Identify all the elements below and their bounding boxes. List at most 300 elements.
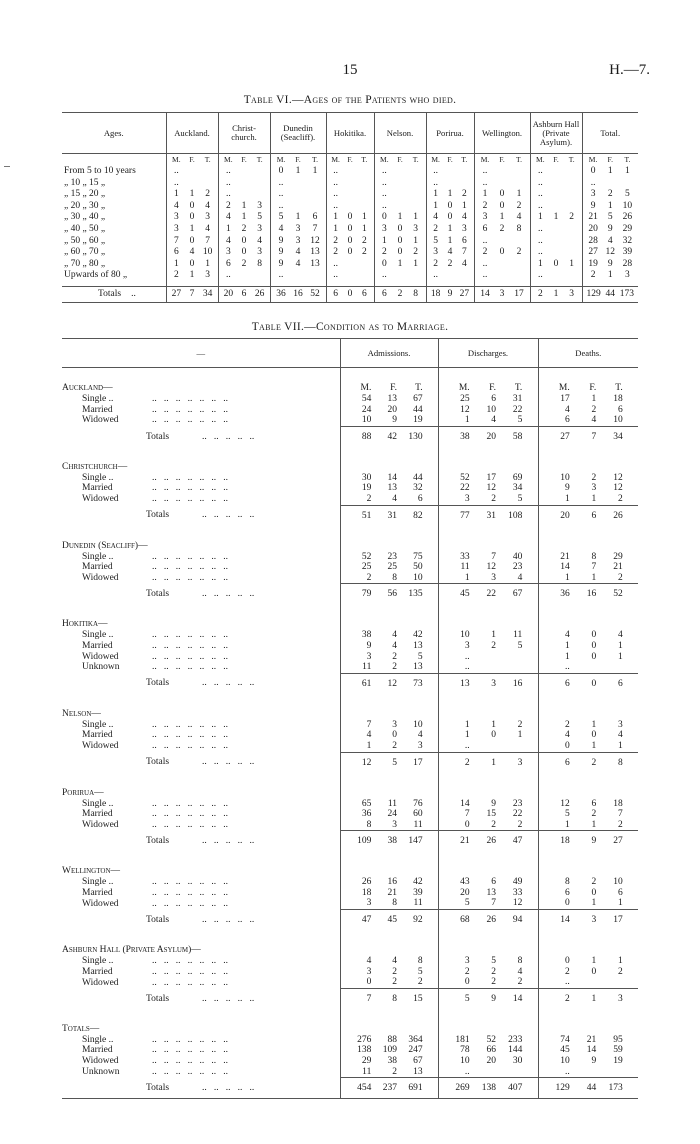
value-triple [375, 247, 426, 259]
value-triple [531, 189, 582, 201]
value: 9 [491, 993, 496, 1004]
column-header: Hokitika. [326, 113, 374, 154]
value: 1 [464, 415, 470, 426]
leader-dots: .. .. .. .. .. .. .. [152, 404, 228, 415]
value: .. [381, 270, 387, 281]
value: 2 [517, 719, 523, 730]
value: 2 [413, 247, 419, 258]
value-triple [539, 473, 639, 484]
value: 21 [460, 836, 470, 847]
value: .. [537, 247, 543, 258]
value: 8 [257, 258, 263, 269]
value-triple [539, 662, 639, 673]
data-cell [538, 394, 638, 405]
value: 1 [464, 730, 470, 741]
row-label [62, 898, 340, 909]
row-label [62, 809, 340, 820]
value-triple [375, 287, 426, 302]
category-label: Married [82, 640, 113, 651]
data-cell [340, 1056, 438, 1067]
value: 1 [447, 189, 453, 200]
value: T. [256, 155, 263, 164]
value [566, 166, 577, 178]
value: .. [278, 189, 284, 200]
value: 0 [347, 288, 353, 299]
total-cell [538, 584, 638, 605]
value: 173 [608, 1083, 623, 1094]
value-triple [539, 630, 639, 641]
leader-dots: .. .. .. .. .. .. .. [152, 977, 228, 988]
data-cell [438, 573, 538, 584]
value-triple [439, 427, 538, 447]
value [480, 741, 496, 752]
value-triple [167, 236, 218, 248]
value: 9 [607, 223, 613, 234]
data-cell [438, 415, 538, 426]
value-triple [341, 877, 438, 888]
value [344, 178, 355, 190]
value: 9 [591, 1056, 597, 1067]
value: 36 [276, 288, 286, 299]
value: F. [607, 155, 613, 164]
data-cell [218, 201, 270, 213]
column-header: Auckland. [166, 113, 218, 154]
value-triple [375, 236, 426, 248]
value: 4 [392, 640, 397, 651]
value: 42 [413, 877, 423, 888]
value-triple [583, 270, 639, 282]
value-triple [219, 212, 270, 224]
value: 4 [225, 212, 231, 223]
value-triple [439, 809, 538, 820]
value [550, 270, 561, 282]
value [497, 236, 508, 248]
table-row [62, 552, 638, 563]
data-cell [326, 270, 374, 282]
value-triple [475, 189, 530, 201]
value: .. [381, 200, 387, 211]
value: 10 [460, 630, 470, 641]
value: .. [482, 258, 488, 269]
value: 27 [560, 431, 570, 442]
data-cell [438, 1067, 538, 1078]
value-triple [271, 259, 326, 271]
category-label: Married [82, 1045, 113, 1056]
value: 38 [460, 431, 470, 442]
value: 1 [491, 630, 496, 641]
value [497, 166, 508, 178]
value: .. [225, 177, 231, 188]
value: M. [276, 155, 286, 164]
value: M. [380, 155, 389, 164]
value-triple [539, 820, 639, 831]
data-cell [340, 956, 438, 967]
value: 29 [361, 1056, 372, 1067]
value: .. [333, 189, 339, 200]
value: 2 [491, 493, 496, 504]
value: T. [204, 155, 211, 164]
value: 39 [622, 247, 633, 258]
value: F. [489, 383, 496, 393]
hospital-row [62, 1009, 638, 1035]
value: 34 [613, 431, 623, 442]
data-cell [340, 662, 438, 673]
value-triple [167, 201, 218, 213]
data-cell [218, 259, 270, 271]
data-cell [438, 741, 538, 752]
value: F. [499, 155, 505, 164]
value: 66 [486, 1045, 496, 1056]
value-triple [539, 888, 639, 899]
value: 0 [499, 189, 505, 200]
value [550, 178, 561, 190]
value: 138 [481, 1083, 496, 1094]
row-label [62, 494, 340, 505]
data-cell [340, 473, 438, 484]
value-triple [341, 831, 438, 851]
value: 95 [613, 1034, 623, 1045]
data-cell [538, 483, 638, 494]
value: .. [333, 166, 339, 176]
data-cell [438, 394, 538, 405]
page-number: 15 [342, 62, 358, 78]
value: 32 [413, 483, 423, 494]
value-triple [375, 224, 426, 236]
value: 0 [591, 651, 597, 662]
value: 2 [482, 247, 488, 258]
value: 12 [560, 798, 570, 809]
data-cell [326, 247, 374, 259]
value: 4 [517, 966, 523, 977]
value: 5 [417, 966, 423, 977]
table-row [62, 201, 638, 213]
totals-label [62, 426, 340, 447]
value-triple [583, 189, 639, 201]
value [550, 189, 561, 201]
value: 1 [312, 166, 318, 176]
mft-cell [270, 154, 326, 167]
value: 20 [560, 510, 570, 521]
value: 237 [382, 1083, 397, 1094]
value-triple [375, 212, 426, 224]
table7-title: Table VII.—Condition as to Marriage. [251, 321, 449, 333]
leader-dots: .. .. .. .. .. [202, 678, 255, 689]
value: 7 [491, 898, 496, 909]
value: 67 [413, 1056, 423, 1067]
value: 20 [460, 887, 470, 898]
mft-cell [538, 526, 638, 552]
value: 26 [486, 836, 496, 847]
data-cell [582, 224, 638, 236]
value [254, 178, 265, 190]
row-label [62, 967, 340, 978]
value: 13 [387, 483, 397, 494]
value: 2 [591, 877, 597, 888]
value: 25 [460, 394, 470, 404]
value [344, 201, 355, 213]
data-cell [270, 189, 326, 201]
table-row [62, 641, 638, 652]
data-cell [438, 483, 538, 494]
value [293, 270, 304, 282]
value [293, 201, 304, 213]
value: 3 [381, 223, 387, 234]
value-triple [341, 641, 438, 652]
value: 9 [491, 798, 496, 809]
value [186, 178, 197, 190]
value: 92 [413, 915, 423, 926]
mft-cell [438, 1009, 538, 1035]
value-triple [439, 820, 538, 831]
value: 1 [482, 189, 488, 200]
value [506, 1067, 522, 1078]
mft-cell [374, 154, 426, 167]
data-cell [218, 166, 270, 178]
mft-cell [340, 930, 438, 956]
value: 10 [202, 247, 213, 258]
value: 109 [357, 836, 372, 847]
value-triple [341, 898, 438, 909]
value: 3 [464, 640, 470, 651]
table-row [62, 630, 638, 641]
value: 4 [491, 415, 496, 426]
data-cell [538, 741, 638, 752]
column-header: Ages. [62, 113, 166, 154]
value: 5 [625, 189, 630, 200]
total-cell [474, 286, 530, 302]
value [514, 166, 525, 178]
value [550, 166, 561, 178]
value: 49 [512, 877, 523, 888]
category-label: Married [82, 730, 113, 741]
mft-cell [340, 368, 438, 395]
value: 1 [447, 223, 453, 234]
hospital-name: Porirua— [62, 787, 104, 798]
data-cell [438, 799, 538, 810]
data-cell [538, 662, 638, 673]
data-cell [438, 405, 538, 416]
value: 0 [565, 740, 570, 751]
data-cell [340, 741, 438, 752]
value [444, 270, 455, 282]
value: 1 [205, 258, 211, 269]
total-cell [538, 988, 638, 1009]
value: .. [464, 1066, 470, 1077]
value: 233 [508, 1034, 523, 1045]
value-triple [439, 741, 538, 752]
category-label: Single .. [82, 394, 114, 404]
value: 17 [413, 757, 423, 768]
data-cell [326, 212, 374, 224]
value-triple [439, 1035, 538, 1046]
value: 54 [361, 394, 372, 404]
data-cell [340, 809, 438, 820]
value: T. [516, 155, 522, 164]
value: 21 [387, 887, 397, 898]
value-triple [341, 562, 438, 573]
leader-dots: .. .. .. .. .. .. .. [152, 1034, 228, 1045]
value: 68 [460, 915, 470, 926]
value: 2 [461, 189, 467, 200]
value-triple [327, 247, 374, 259]
category-label: Married [82, 966, 113, 977]
value-triple [531, 212, 582, 224]
data-cell [166, 212, 218, 224]
value: 21 [613, 562, 623, 573]
data-cell [438, 977, 538, 988]
value-triple [539, 652, 639, 663]
totals-row [62, 426, 638, 447]
value: 454 [357, 1083, 372, 1094]
value: 23 [512, 562, 523, 573]
value-triple [167, 212, 218, 224]
data-cell [474, 189, 530, 201]
data-cell [538, 730, 638, 741]
value: M. [536, 155, 545, 164]
column-header: — [62, 339, 340, 368]
value: .. [565, 977, 570, 988]
value: 2 [517, 977, 523, 988]
value: 1 [537, 258, 543, 269]
mft-cell [340, 526, 438, 552]
value-triple [475, 236, 530, 248]
value: 12 [310, 235, 320, 246]
value-triple [475, 201, 530, 213]
data-cell [438, 898, 538, 909]
value: 1 [591, 819, 597, 830]
value: T. [624, 155, 631, 164]
value-triple [341, 427, 438, 447]
data-cell [270, 236, 326, 248]
category-label: Widowed [82, 898, 119, 909]
value: F. [589, 383, 597, 393]
value [310, 201, 321, 213]
totals-text: Totals [146, 914, 170, 925]
value-triple [327, 189, 374, 201]
totals-label [62, 831, 340, 852]
value [480, 652, 496, 663]
value [238, 166, 249, 178]
value-triple [271, 236, 326, 248]
data-cell [340, 888, 438, 899]
value-triple [539, 730, 639, 741]
data-cell [326, 201, 374, 213]
value: .. [433, 270, 439, 281]
value: 0 [590, 166, 596, 176]
value: 94 [512, 915, 523, 926]
mft-labels [271, 154, 326, 166]
totals-row [62, 673, 638, 694]
value-triple [475, 178, 530, 190]
value-triple [475, 224, 530, 236]
value-triple [341, 584, 438, 604]
category-label: Unknown [82, 662, 120, 673]
value-triple [271, 178, 326, 190]
value-triple [475, 270, 530, 282]
age-label: „ 40 „ 50 „ [64, 223, 106, 234]
value: 181 [455, 1034, 470, 1045]
data-cell [582, 166, 638, 178]
value: 2 [565, 719, 570, 730]
mft-cell [474, 154, 530, 167]
table-row [62, 483, 638, 494]
value-triple [531, 166, 582, 178]
value: .. [537, 166, 543, 176]
value [506, 662, 522, 673]
data-cell [326, 236, 374, 248]
value: 147 [408, 836, 423, 847]
total-cell [326, 286, 374, 302]
value [580, 977, 596, 988]
value-triple [167, 259, 218, 271]
data-cell [426, 201, 474, 213]
mft-cell [538, 604, 638, 630]
mft-cell [438, 694, 538, 720]
row-label [62, 888, 340, 899]
value: .. [537, 177, 543, 188]
value-triple [219, 166, 270, 178]
value-triple [219, 236, 270, 248]
value-triple [427, 178, 474, 190]
data-cell [530, 166, 582, 178]
value: 30 [512, 1056, 523, 1067]
table-row [62, 888, 638, 899]
value: 6 [312, 212, 318, 223]
value-triple [539, 494, 639, 505]
value-triple [219, 287, 270, 302]
value-triple [219, 201, 270, 213]
value-triple [341, 741, 438, 752]
value: T. [461, 155, 468, 164]
value: 6 [565, 678, 570, 689]
value: 14 [560, 915, 570, 926]
value: 29 [613, 551, 623, 562]
data-cell [374, 236, 426, 248]
value: 4 [618, 630, 623, 641]
value: 28 [588, 235, 598, 246]
value: 20 [387, 404, 397, 415]
totals-text: Totals [146, 431, 170, 442]
data-cell [438, 877, 538, 888]
value: 173 [619, 288, 634, 299]
value: 0 [464, 819, 470, 830]
value [310, 189, 321, 201]
value: 4 [447, 247, 453, 258]
value: 4 [173, 200, 179, 211]
value: 5 [417, 651, 423, 662]
value: 12 [613, 483, 623, 494]
category-label: Widowed [82, 573, 119, 583]
value: 0 [347, 235, 353, 246]
value: 29 [622, 223, 633, 234]
value: 4 [591, 415, 597, 426]
value: 2 [333, 235, 339, 246]
value: 4 [225, 235, 231, 246]
row-label [62, 473, 340, 484]
value: 2 [590, 270, 596, 281]
value: 3 [491, 572, 496, 583]
value-triple [219, 270, 270, 282]
value: 1 [491, 757, 496, 768]
hospital-name: Wellington— [62, 866, 120, 877]
value: 2 [333, 247, 339, 258]
row-label [62, 977, 340, 988]
mft-labels [439, 382, 538, 394]
mft-cell [438, 368, 538, 395]
data-cell [340, 415, 438, 426]
data-cell [530, 212, 582, 224]
value: 1 [361, 223, 367, 234]
